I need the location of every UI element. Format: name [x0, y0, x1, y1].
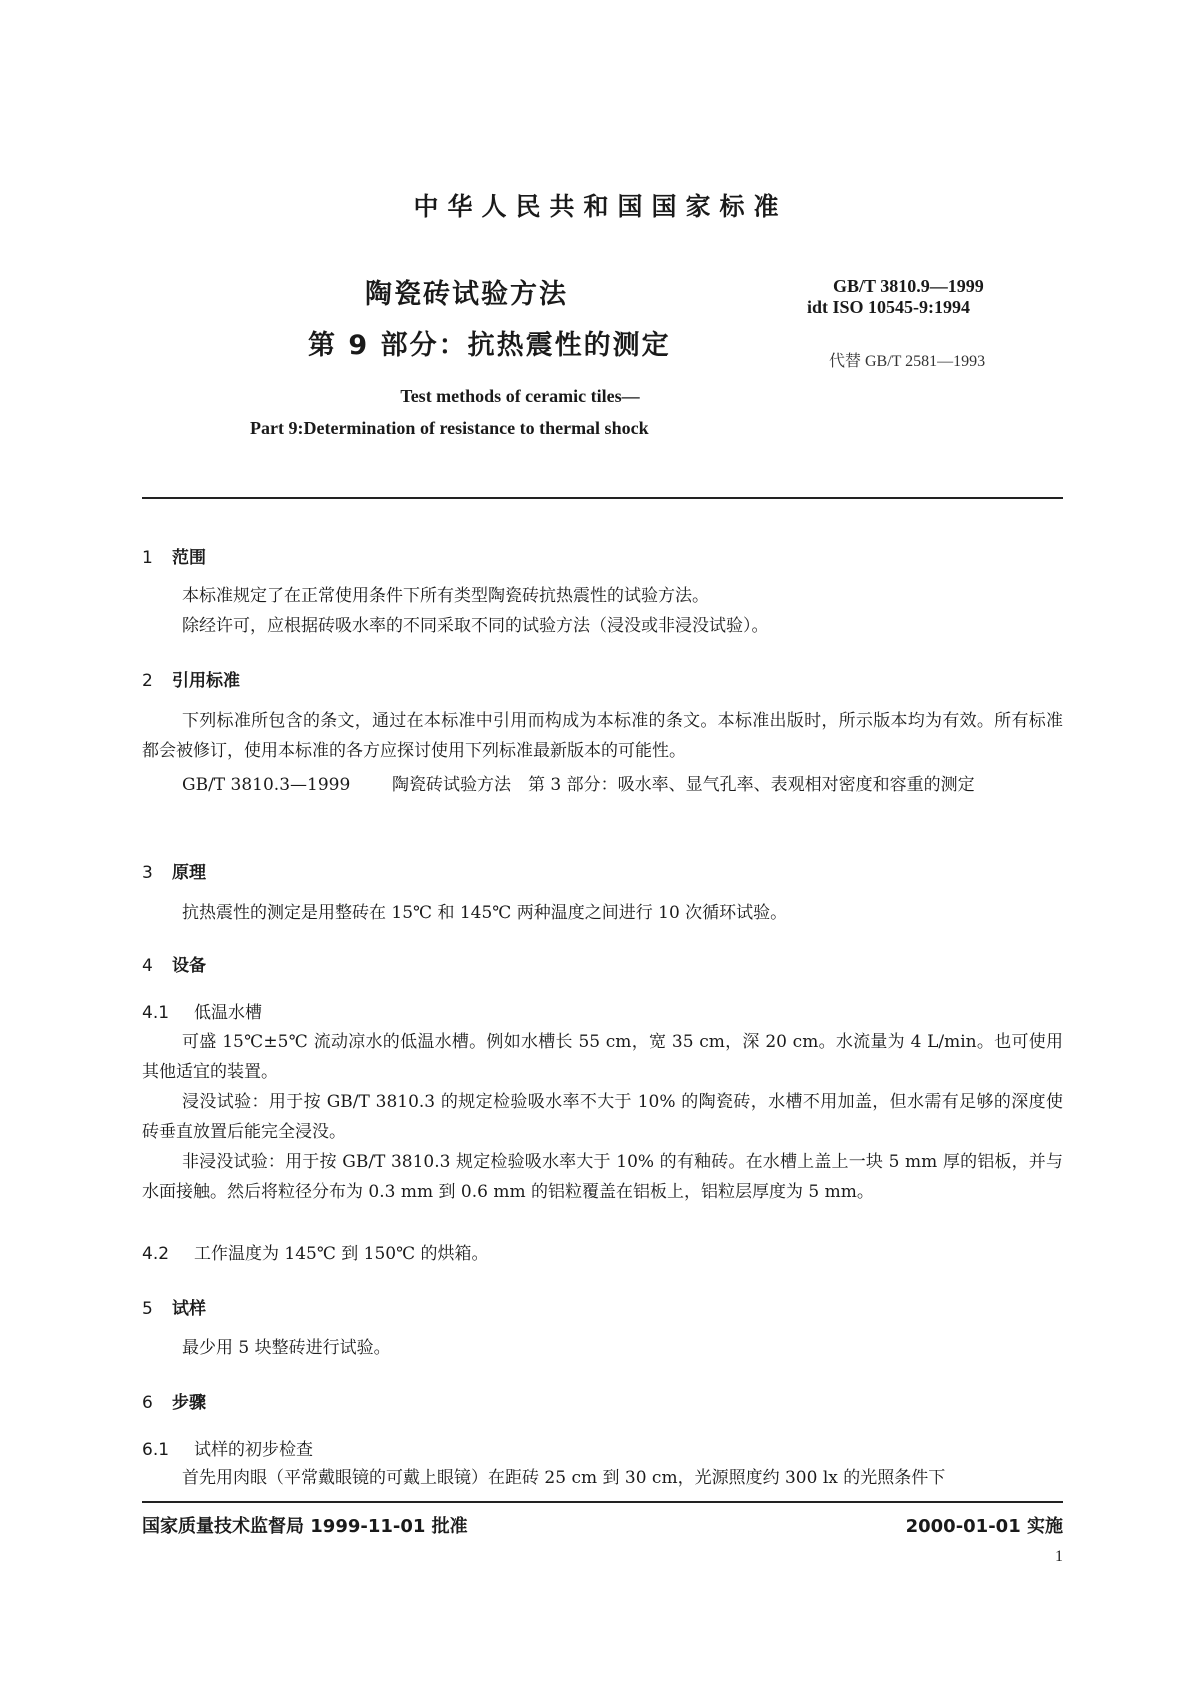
- subsection-4-1-heading: [142, 998, 262, 1023]
- subsection-number: 4.2: [142, 1244, 170, 1264]
- section-number: 5: [142, 1299, 153, 1319]
- title-cn-line2: 第 9 部分：抗热震性的测定: [308, 330, 671, 361]
- section-2-heading: [142, 666, 240, 691]
- section-1-para-2: 除经许可，应根据砖吸水率的不同采取不同的试验方法（浸没或非浸没试验）。: [182, 616, 769, 636]
- section-title: 设备: [172, 956, 206, 976]
- section-title: 引用标准: [172, 671, 240, 691]
- section-4-para-3: 非浸没试验：用于按 GB/T 3810.3 规定检验吸水率大于 10% 的有釉砖。在水槽上盖上一块 5 mm 厚的铝板，并与水面接触。然后将粒径分布为 0.3 mm 到 0.6 mm 的铝粒覆盖在铝板上，铝粒层厚度为 5 mm。: [142, 1152, 1063, 1202]
- subsection-number: 4.1: [142, 1003, 170, 1023]
- section-6-heading: [142, 1388, 206, 1413]
- footer-divider: [142, 1501, 1063, 1503]
- subsection-title: 试样的初步检查: [194, 1440, 313, 1460]
- section-1-heading: [142, 543, 206, 568]
- title-cn-line1: 陶瓷砖试验方法: [365, 279, 568, 310]
- section-4-para-2: 浸没试验：用于按 GB/T 3810.3 的规定检验吸水率不大于 10% 的陶瓷砖，水槽不用加盖，但水需有足够的深度使砖垂直放置后能完全浸没。: [142, 1092, 1063, 1142]
- section-number: 6: [142, 1393, 153, 1413]
- section-title: 试样: [172, 1299, 206, 1319]
- subsection-6-1-heading: [142, 1435, 313, 1460]
- section-6-para-1: 首先用肉眼（平常戴眼镜的可戴上眼镜）在距砖 25 cm 到 30 cm，光源照度约 300 lx 的光照条件下: [182, 1468, 946, 1488]
- reference-code: GB/T 3810.3—1999: [182, 775, 351, 795]
- section-title: 步骤: [172, 1393, 206, 1413]
- page-number: 1: [1055, 1548, 1063, 1565]
- subsection-text: 工作温度为 145℃ 到 150℃ 的烘箱。: [194, 1244, 489, 1264]
- title-en-line1: Test methods of ceramic tiles—: [400, 386, 640, 406]
- section-number: 4: [142, 956, 153, 976]
- section-title: 原理: [172, 863, 206, 883]
- title-en-line2: Part 9:Determination of resistance to thermal shock: [250, 418, 649, 438]
- section-3-heading: [142, 858, 206, 883]
- section-number: 3: [142, 863, 153, 883]
- approval-line: 国家质量技术监督局 1999-11-01 批准: [142, 1516, 468, 1537]
- section-number: 2: [142, 671, 153, 691]
- standard-number: GB/T 3810.9—1999: [833, 276, 984, 296]
- header-divider: [142, 497, 1063, 499]
- standard-replaces: 代替 GB/T 2581—1993: [829, 353, 986, 370]
- section-title: 范围: [172, 548, 206, 568]
- implementation-date: 2000-01-01 实施: [905, 1516, 1063, 1537]
- subsection-4-2: [142, 1239, 489, 1264]
- subsection-number: 6.1: [142, 1440, 170, 1460]
- section-number: 1: [142, 548, 153, 568]
- section-4-heading: [142, 951, 206, 976]
- subsection-title: 低温水槽: [194, 1003, 262, 1023]
- section-3-para-1: 抗热震性的测定是用整砖在 15℃ 和 145℃ 两种温度之间进行 10 次循环试验。: [182, 903, 788, 923]
- section-5-heading: [142, 1294, 206, 1319]
- section-4-para-1: 可盛 15℃±5℃ 流动凉水的低温水槽。例如水槽长 55 cm，宽 35 cm，深 20 cm。水流量为 4 L/min。也可使用其他适宜的装置。: [142, 1032, 1063, 1082]
- standard-idt: idt ISO 10545-9:1994: [807, 297, 971, 317]
- section-5-para-1: 最少用 5 块整砖进行试验。: [182, 1338, 391, 1358]
- section-1-para-1: 本标准规定了在正常使用条件下所有类型陶瓷砖抗热震性的试验方法。: [182, 586, 709, 606]
- reference-title: 陶瓷砖试验方法 第 3 部分：吸水率、显气孔率、表观相对密度和容重的测定: [392, 775, 975, 795]
- section-2-para-1: 下列标准所包含的条文，通过在本标准中引用而构成为本标准的条文。本标准出版时，所示版本均为有效。所有标准都会被修订，使用本标准的各方应探讨使用下列标准最新版本的可能性。: [142, 711, 1063, 761]
- national-standard-header: 中华人民共和国国家标准: [413, 192, 788, 221]
